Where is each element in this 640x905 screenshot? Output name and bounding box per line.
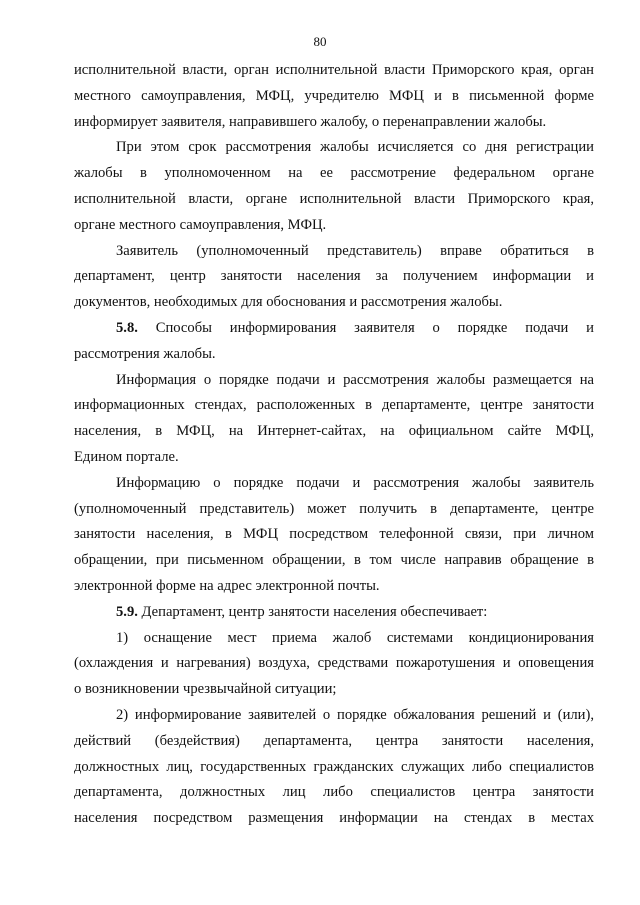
line-text: рассмотрения жалобы.	[74, 345, 216, 362]
text-line	[74, 445, 594, 471]
text-line	[74, 806, 594, 832]
line-text: населения, в МФЦ, на Интернет-сайтах, на официальном сайте МФЦ,	[74, 423, 594, 440]
line-text: населения посредством размещения информации на стендах в местах	[74, 810, 594, 827]
document-body	[74, 58, 594, 832]
line-text: Едином портале.	[74, 448, 179, 465]
text-line	[74, 161, 594, 187]
text-line	[74, 497, 594, 523]
text-line	[74, 213, 594, 239]
text-line	[74, 316, 594, 342]
text-line	[74, 522, 594, 548]
text-line	[74, 135, 594, 161]
line-text: жалобы в уполномоченном на ее рассмотрение федеральном органе	[74, 165, 594, 182]
text-line	[74, 419, 594, 445]
text-line	[74, 548, 594, 574]
text-line	[74, 574, 594, 600]
text-line	[74, 755, 594, 781]
text-line	[74, 651, 594, 677]
line-text: занятости населения, в МФЦ посредством телефонной связи, при личном	[74, 526, 594, 543]
text-line	[74, 187, 594, 213]
text-line	[74, 677, 594, 703]
line-text: информационных стендах, расположенных в департаменте, центре занятости	[74, 397, 594, 414]
text-line	[74, 626, 594, 652]
line-text: исполнительной власти, орган исполнительной власти Приморского края, орган	[74, 62, 594, 78]
line-text: действий (бездействия) департамента, центра занятости населения,	[74, 732, 594, 749]
line-text: органе местного самоуправления, МФЦ.	[74, 216, 327, 233]
line-text: Способы информирования заявителя о порядке подачи и	[137, 319, 594, 336]
line-text: (уполномоченный представитель) может получить в департаменте, центре	[74, 500, 594, 517]
section-number: 5.9.	[116, 603, 138, 620]
text-line	[74, 729, 594, 755]
text-line	[74, 780, 594, 806]
text-line	[74, 393, 594, 419]
line-text: департамента, должностных лиц либо специалистов центра занятости	[74, 784, 594, 801]
line-text: Департамент, центр занятости населения обеспечивает:	[137, 603, 488, 620]
text-line	[74, 471, 594, 497]
text-line	[74, 368, 594, 394]
line-text: о возникновении чрезвычайной ситуации;	[74, 681, 337, 698]
line-text: информирует заявителя, направившего жалобу, о перенаправлении жалобы.	[74, 113, 547, 130]
text-line	[74, 58, 594, 84]
text-line	[74, 264, 594, 290]
line-text: Заявитель (уполномоченный представитель) вправе обратиться в	[116, 242, 594, 259]
line-text: департамент, центр занятости населения за получением информации и	[74, 268, 594, 285]
text-line	[74, 600, 594, 626]
line-text: электронной форме на адрес электронной почты.	[74, 577, 380, 594]
line-text: (охлаждения и нагревания) воздуха, средствами пожаротушения и оповещения	[74, 655, 594, 672]
line-text: документов, необходимых для обоснования и рассмотрения жалобы.	[74, 294, 503, 311]
line-text: 2) информирование заявителей о порядке обжалования решений и (или),	[116, 706, 594, 723]
line-text: должностных лиц, государственных гражданских служащих либо специалистов	[74, 758, 594, 775]
text-line	[74, 84, 594, 110]
text-line	[74, 239, 594, 265]
line-text: Информация о порядке подачи и рассмотрения жалобы размещается на	[116, 371, 594, 388]
text-line	[74, 703, 594, 729]
text-line	[74, 290, 594, 316]
line-text: исполнительной власти, органе исполнительной власти Приморского края,	[74, 190, 594, 207]
text-line	[74, 110, 594, 136]
line-text: обращении, при письменном обращении, в том числе направив обращение в	[74, 552, 594, 569]
line-text: Информацию о порядке подачи и рассмотрения жалобы заявитель	[116, 474, 594, 491]
line-text: местного самоуправления, МФЦ, учредителю МФЦ и в письменной форме	[74, 87, 594, 104]
page-number: 80	[313, 34, 327, 49]
line-text: 1) оснащение мест приема жалоб системами кондиционирования	[116, 629, 594, 646]
text-line	[74, 342, 594, 368]
section-number: 5.8.	[116, 319, 138, 336]
line-text: При этом срок рассмотрения жалобы исчисляется со дня регистрации	[116, 139, 594, 156]
